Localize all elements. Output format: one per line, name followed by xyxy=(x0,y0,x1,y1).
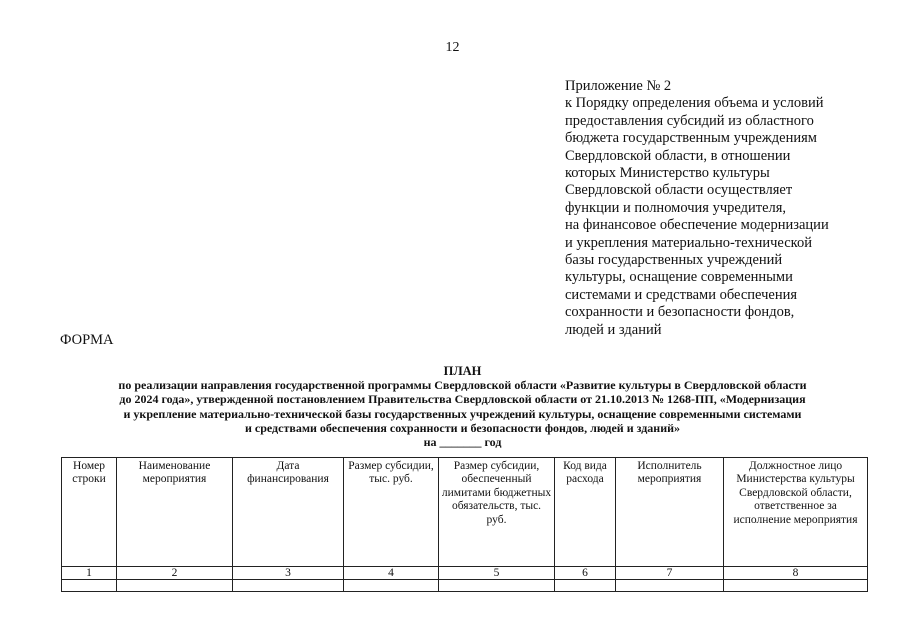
empty-cell xyxy=(233,580,344,592)
appendix-line: на финансовое обеспечение модернизации xyxy=(565,217,829,234)
plan-table xyxy=(61,457,868,592)
empty-cell xyxy=(616,580,724,592)
plan-title: ПЛАН xyxy=(443,364,482,378)
plan-heading xyxy=(60,364,865,449)
column-header: Должностное лицо Министерства культуры Свердловской области, ответственное за исполнение мероприятия xyxy=(724,458,868,567)
column-number: 2 xyxy=(117,567,233,580)
column-number-row xyxy=(62,567,868,580)
appendix-line: Приложение № 2 xyxy=(565,78,672,94)
appendix-line: Свердловской области, в отношении xyxy=(565,147,791,164)
column-header: Номер строки xyxy=(62,458,117,567)
column-number: 3 xyxy=(233,567,344,580)
appendix-block xyxy=(565,78,865,339)
column-header: Размер субсидии, обеспеченный лимитами бюджетных обязательств, тыс. руб. xyxy=(439,458,555,567)
table-header-row xyxy=(62,458,868,567)
column-header: Исполнитель мероприятия xyxy=(616,458,724,567)
empty-cell xyxy=(62,580,117,592)
form-label: ФОРМА xyxy=(60,332,114,348)
appendix-line: сохранности и безопасности фондов, xyxy=(565,304,795,321)
empty-cell xyxy=(117,580,233,592)
column-header: Дата финансирования xyxy=(233,458,344,567)
empty-row xyxy=(62,580,868,592)
appendix-line: функции и полномочия учредителя, xyxy=(565,199,787,216)
plan-subtitle-line: и укрепление материально-технической базы государственных учреждений культуры, оснащение современными системами xyxy=(123,406,802,421)
appendix-line: системами и средствами обеспечения xyxy=(565,286,798,303)
appendix-line: бюджета государственным учреждениям xyxy=(565,130,817,147)
appendix-line: людей и зданий xyxy=(565,321,662,338)
column-number: 1 xyxy=(62,567,117,580)
empty-cell xyxy=(724,580,868,592)
appendix-line: к Порядку определения объема и условий xyxy=(565,95,824,112)
column-header: Размер субсидии, тыс. руб. xyxy=(344,458,439,567)
plan-subtitle-line: до 2024 года», утвержденной постановлением Правительства Свердловской области от 21.10.2013 № 1268-ПП, «Модернизация xyxy=(119,392,806,407)
column-number: 5 xyxy=(439,567,555,580)
plan-subtitle-line: по реализации направления государственной программы Свердловской области «Развитие культуры в Свердловской области xyxy=(118,378,807,393)
column-header: Наименование мероприятия xyxy=(117,458,233,567)
appendix-line: культуры, оснащение современными xyxy=(565,269,793,286)
column-number: 8 xyxy=(724,567,868,580)
appendix-line: и укрепления материально-технической xyxy=(565,234,812,251)
appendix-line: которых Министерство культуры xyxy=(565,165,770,182)
column-number: 4 xyxy=(344,567,439,580)
column-number: 6 xyxy=(555,567,616,580)
plan-year-line: на _______ год xyxy=(423,435,502,450)
column-header: Код вида расхода xyxy=(555,458,616,567)
appendix-line: базы государственных учреждений xyxy=(565,252,783,269)
column-number: 7 xyxy=(616,567,724,580)
empty-cell xyxy=(344,580,439,592)
page-number: 12 xyxy=(445,40,460,55)
plan-subtitle-line: и средствами обеспечения сохранности и безопасности фондов, людей и зданий» xyxy=(244,420,681,435)
empty-cell xyxy=(439,580,555,592)
empty-cell xyxy=(555,580,616,592)
appendix-line: предоставления субсидий из областного xyxy=(565,112,814,129)
appendix-line: Свердловской области осуществляет xyxy=(565,182,793,199)
